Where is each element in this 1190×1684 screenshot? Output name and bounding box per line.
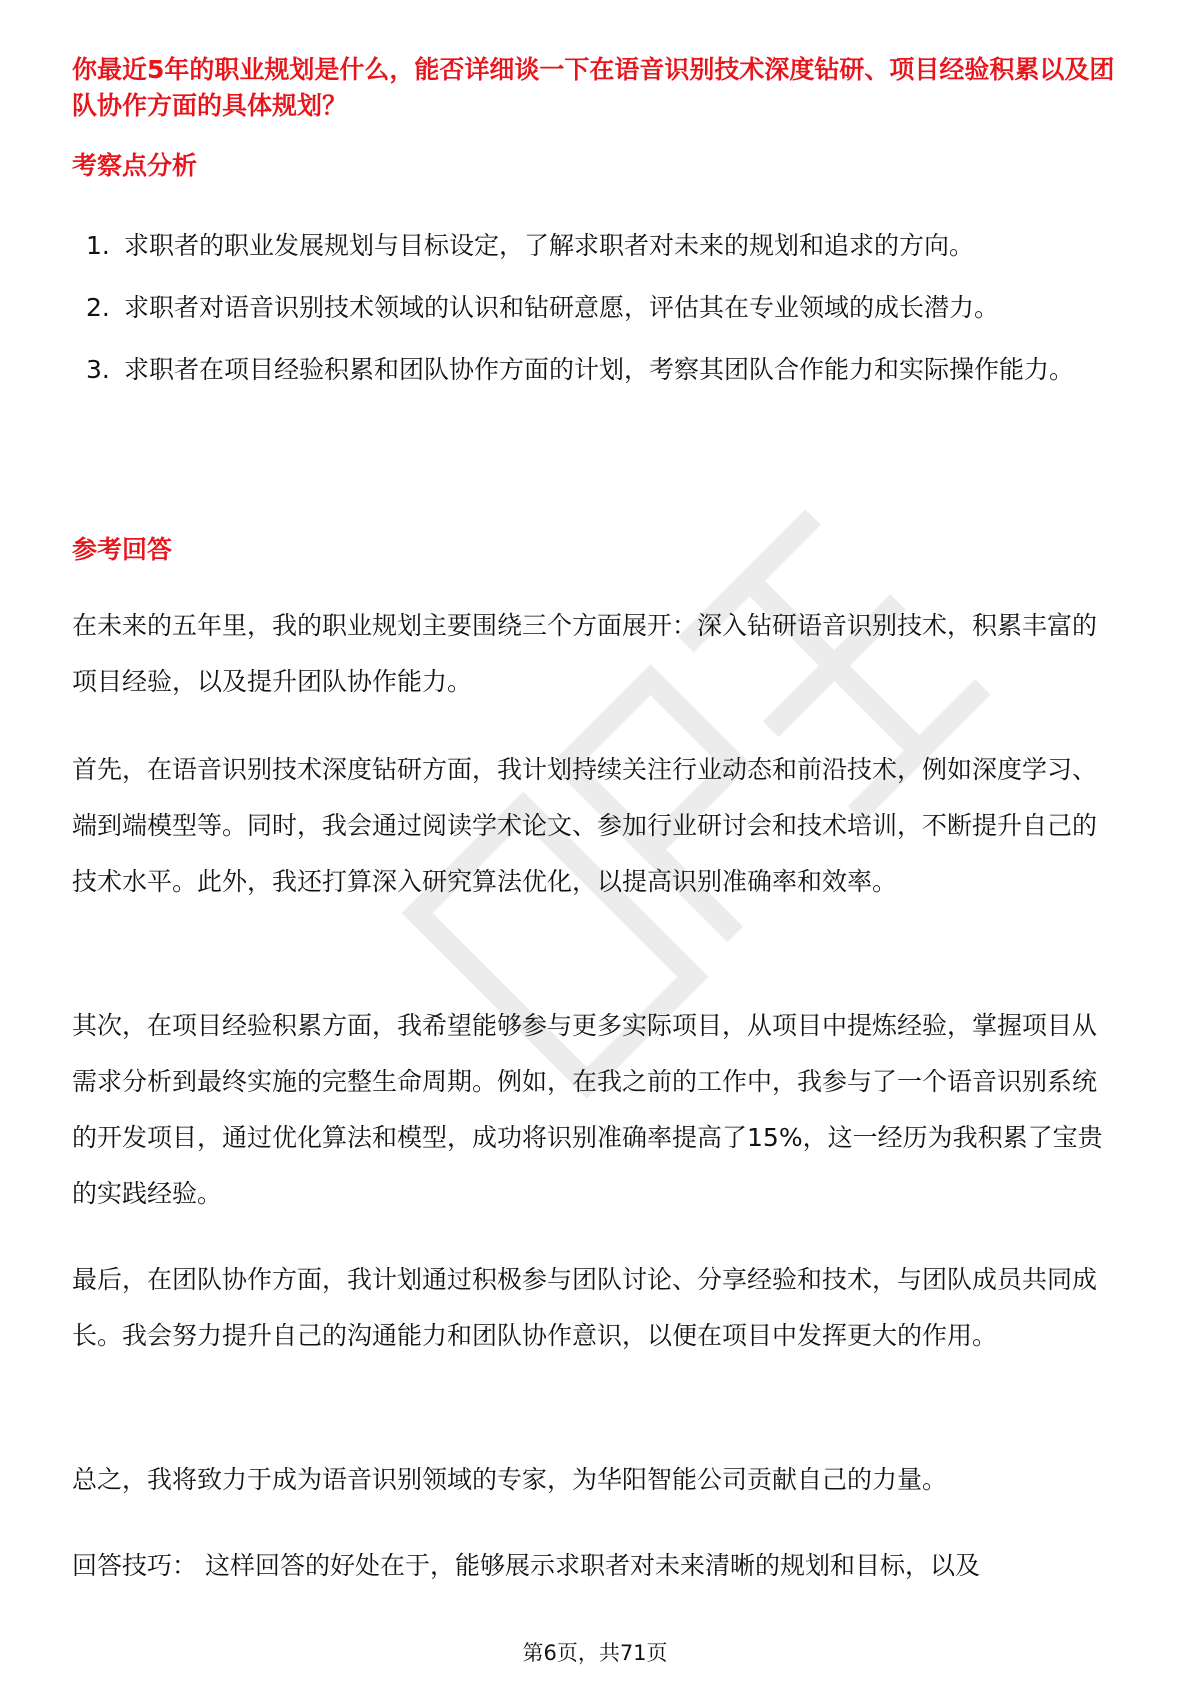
analysis-item-text: 求职者对语音识别技术领域的认识和钻研意愿，评估其在专业领域的成长潜力。 <box>124 293 1000 322</box>
answer-paragraph: 最后，在团队协作方面，我计划通过积极参与团队讨论、分享经验和技术，与团队成员共同成长。我会努力提升自己的沟通能力和团队协作意识，以便在项目中发挥更大的作用。 <box>72 1265 1098 1350</box>
answer-paragraph: 总之，我将致力于成为语音识别领域的专家，为华阳智能公司贡献自己的力量。 <box>72 1465 948 1494</box>
answer-tips-paragraph: 回答技巧： 这样回答的好处在于，能够展示求职者对未来清晰的规划和目标，以及 <box>72 1551 980 1580</box>
question-heading: 你最近5年的职业规划是什么，能否详细谈一下在语音识别技术深度钻研、项目经验积累以及团队协作方面的具体规划？ <box>72 55 1115 120</box>
answer-paragraph: 其次，在项目经验积累方面，我希望能够参与更多实际项目，从项目中提炼经验，掌握项目从需求分析到最终实施的完整生命周期。例如，在我之前的工作中，我参与了一个语音识别系统的开发项目，通过优化算法和模型，成功将识别准确率提高了15%，这一经历为我积累了宝贵的实践经验。 <box>72 1011 1103 1208</box>
analysis-item-text: 求职者在项目经验积累和团队协作方面的计划，考察其团队合作能力和实际操作能力。 <box>124 355 1075 384</box>
answer-paragraph: 首先，在语音识别技术深度钻研方面，我计划持续关注行业动态和前沿技术，例如深度学习、端到端模型等。同时，我会通过阅读学术论文、参加行业研讨会和技术培训，不断提升自己的技术水平。此外，我还打算深入研究算法优化，以提高识别准确率和效率。 <box>72 755 1098 896</box>
analysis-item <box>72 218 1118 274</box>
analysis-item-number: 2. <box>86 293 110 322</box>
analysis-section-title: 考察点分析 <box>72 151 198 180</box>
analysis-item-text: 求职者的职业发展规划与目标设定，了解求职者对未来的规划和追求的方向。 <box>124 231 975 260</box>
analysis-item <box>72 280 1118 336</box>
analysis-item <box>72 342 1118 398</box>
answer-paragraph: 在未来的五年里，我的职业规划主要围绕三个方面展开：深入钻研语音识别技术，积累丰富的项目经验，以及提升团队协作能力。 <box>72 611 1098 696</box>
page-number-footer: 第6页，共71页 <box>522 1641 668 1665</box>
analysis-list <box>72 218 1118 404</box>
analysis-item-number: 1. <box>86 231 110 260</box>
answer-section-title: 参考回答 <box>72 535 173 564</box>
analysis-item-number: 3. <box>86 355 110 384</box>
